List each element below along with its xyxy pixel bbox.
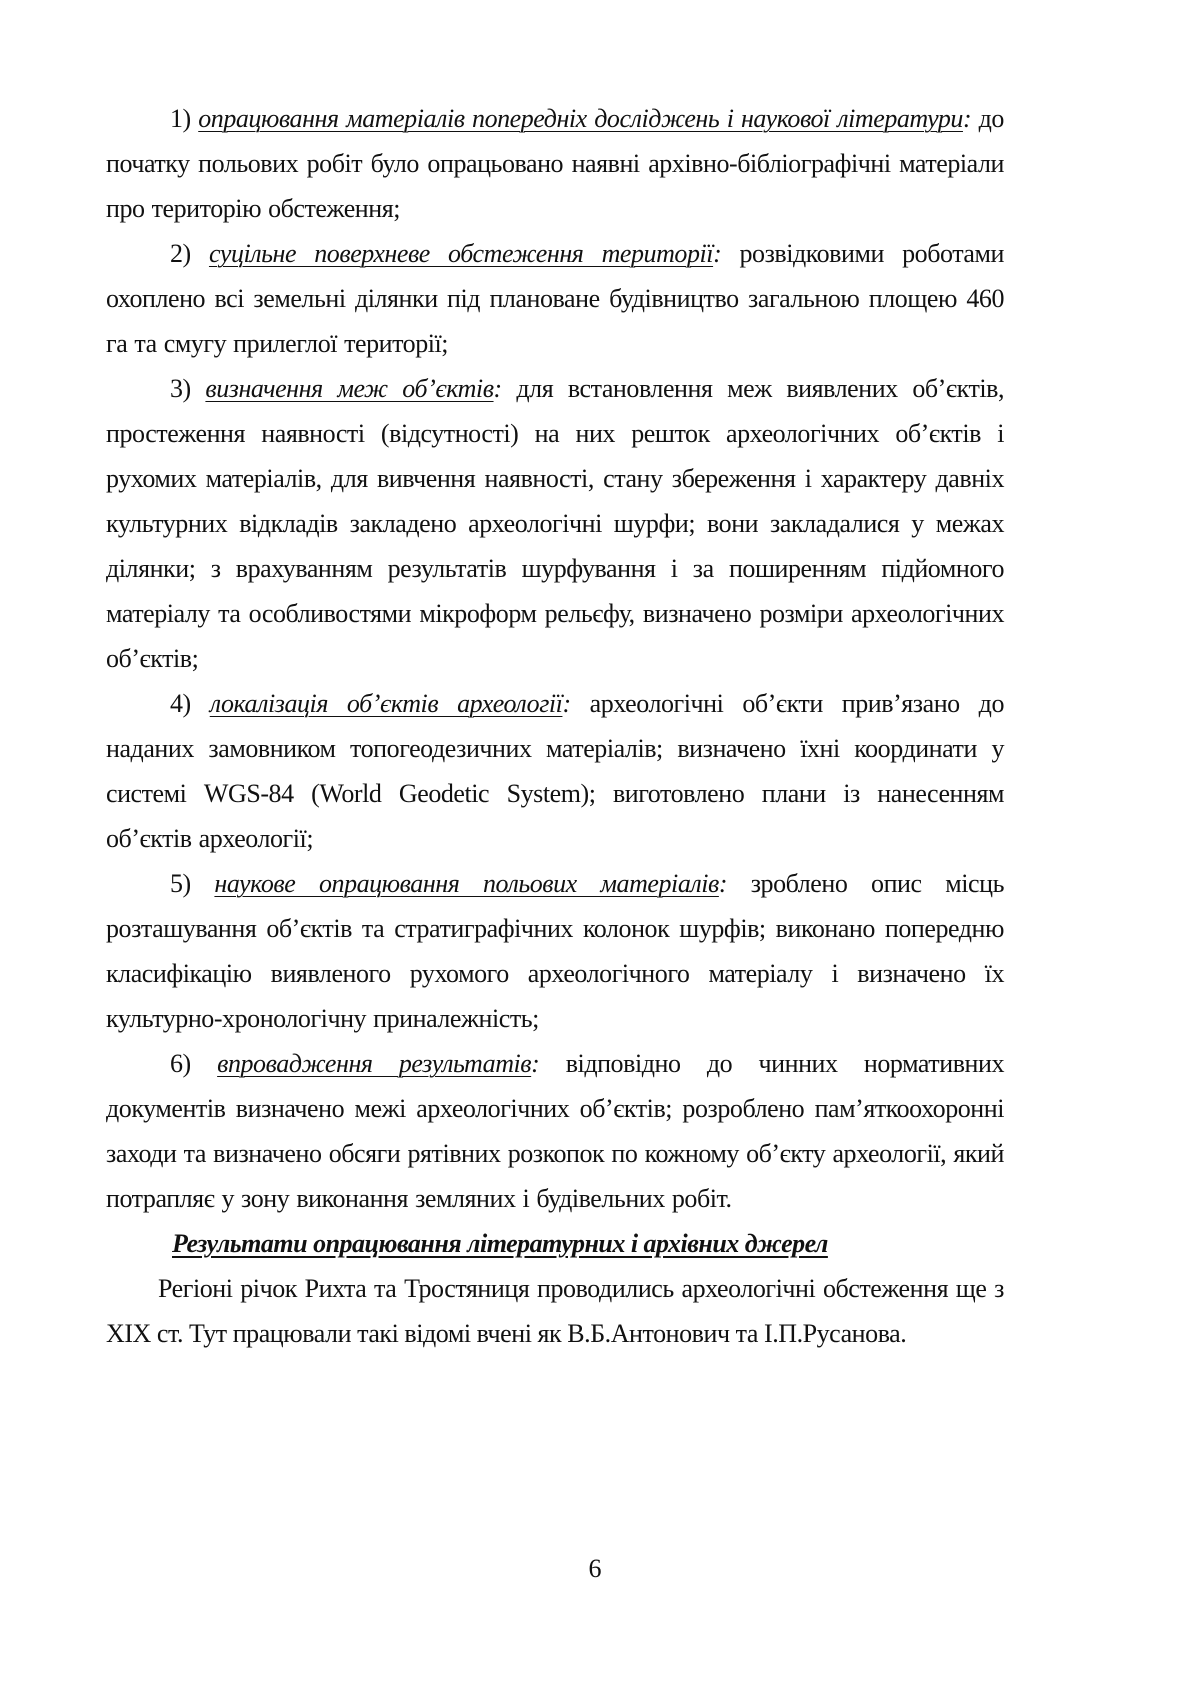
section-heading: [106, 1221, 1004, 1266]
section-paragraph: Регіоні річок Рихта та Тростяниця проводились археологічні обстеження ще з XIX ст. Тут працювали такі відомі вчені як В.Б.Антонович та І.П.Русанова.: [106, 1274, 1004, 1348]
item-text: до початку польових робіт було опрацьовано наявні архівно-бібліографічні матеріали про територію обстеження;: [106, 104, 1004, 223]
item-colon: :: [713, 239, 722, 268]
item-text: відповідно до чинних нормативних документів визначено межі археологічних об’єктів; розроблено пам’яткоохоронні заходи та визначено обсяги рятівних розкопок по кожному об’єкту археології, який потрапляє у зону виконання земляних і будівельних робіт.: [106, 1049, 1004, 1213]
list-item-1: [106, 96, 1004, 231]
item-term: локалізація об’єктів археології: [209, 689, 563, 718]
item-term: визначення меж об’єктів: [205, 374, 494, 403]
item-colon: :: [962, 104, 972, 133]
item-colon: :: [531, 1049, 540, 1078]
item-number: 6): [170, 1049, 191, 1078]
item-text: розвідковими роботами охоплено всі земельні ділянки під плановане будівництво загальною площею 460 га та смугу прилеглої території;: [106, 239, 1004, 358]
list-item-4: [106, 681, 1004, 861]
page-number: 6: [588, 1554, 602, 1583]
list-item-5: [106, 861, 1004, 1041]
document-page: [106, 96, 1004, 1356]
item-number: 3): [170, 374, 191, 403]
item-number: 2): [170, 239, 191, 268]
section-heading-text: Результати опрацювання літературних і архівних джерел: [172, 1229, 828, 1258]
item-term: впровадження результатів: [217, 1049, 532, 1078]
item-term: наукове опрацювання польових матеріалів: [214, 869, 719, 898]
list-item-6: [106, 1041, 1004, 1221]
item-text: археологічні об’єкти прив’язано до наданих замовником топогеодезичних матеріалів; визначено їхні координати у системі WGS-84 (World Geodetic System); виготовлено плани із нанесенням об’єктів археології;: [106, 689, 1004, 853]
item-colon: :: [562, 689, 571, 718]
item-number: 1): [170, 104, 191, 133]
item-term: суцільне поверхневе обстеження території: [208, 239, 714, 268]
list-item-3: [106, 366, 1004, 681]
list-item-2: [106, 231, 1004, 366]
item-text: для встановлення меж виявлених об’єктів, простеження наявності (відсутності) на них решток археологічних об’єктів і рухомих матеріалів, для вивчення наявності, стану збереження і характеру давніх культурних відкладів закладено археологічні шурфи; вони закладалися у межах ділянки; з врахуванням результатів шурфування і за поширенням підйомного матеріалу та особливостями мікроформ рельєфу, визначено розміри археологічних об’єктів;: [106, 374, 1005, 673]
item-number: 5): [170, 869, 191, 898]
item-colon: :: [718, 869, 728, 898]
item-text: зроблено опис місць розташування об’єктів та стратиграфічних колонок шурфів; виконано попередню класифікацію виявленого рухомого археологічного матеріалу і визначено їх культурно-хронологічну приналежність;: [106, 869, 1004, 1033]
item-colon: :: [493, 374, 502, 403]
item-number: 4): [170, 689, 191, 718]
item-term: опрацювання матеріалів попередніх досліджень і наукової літератури: [198, 104, 963, 133]
